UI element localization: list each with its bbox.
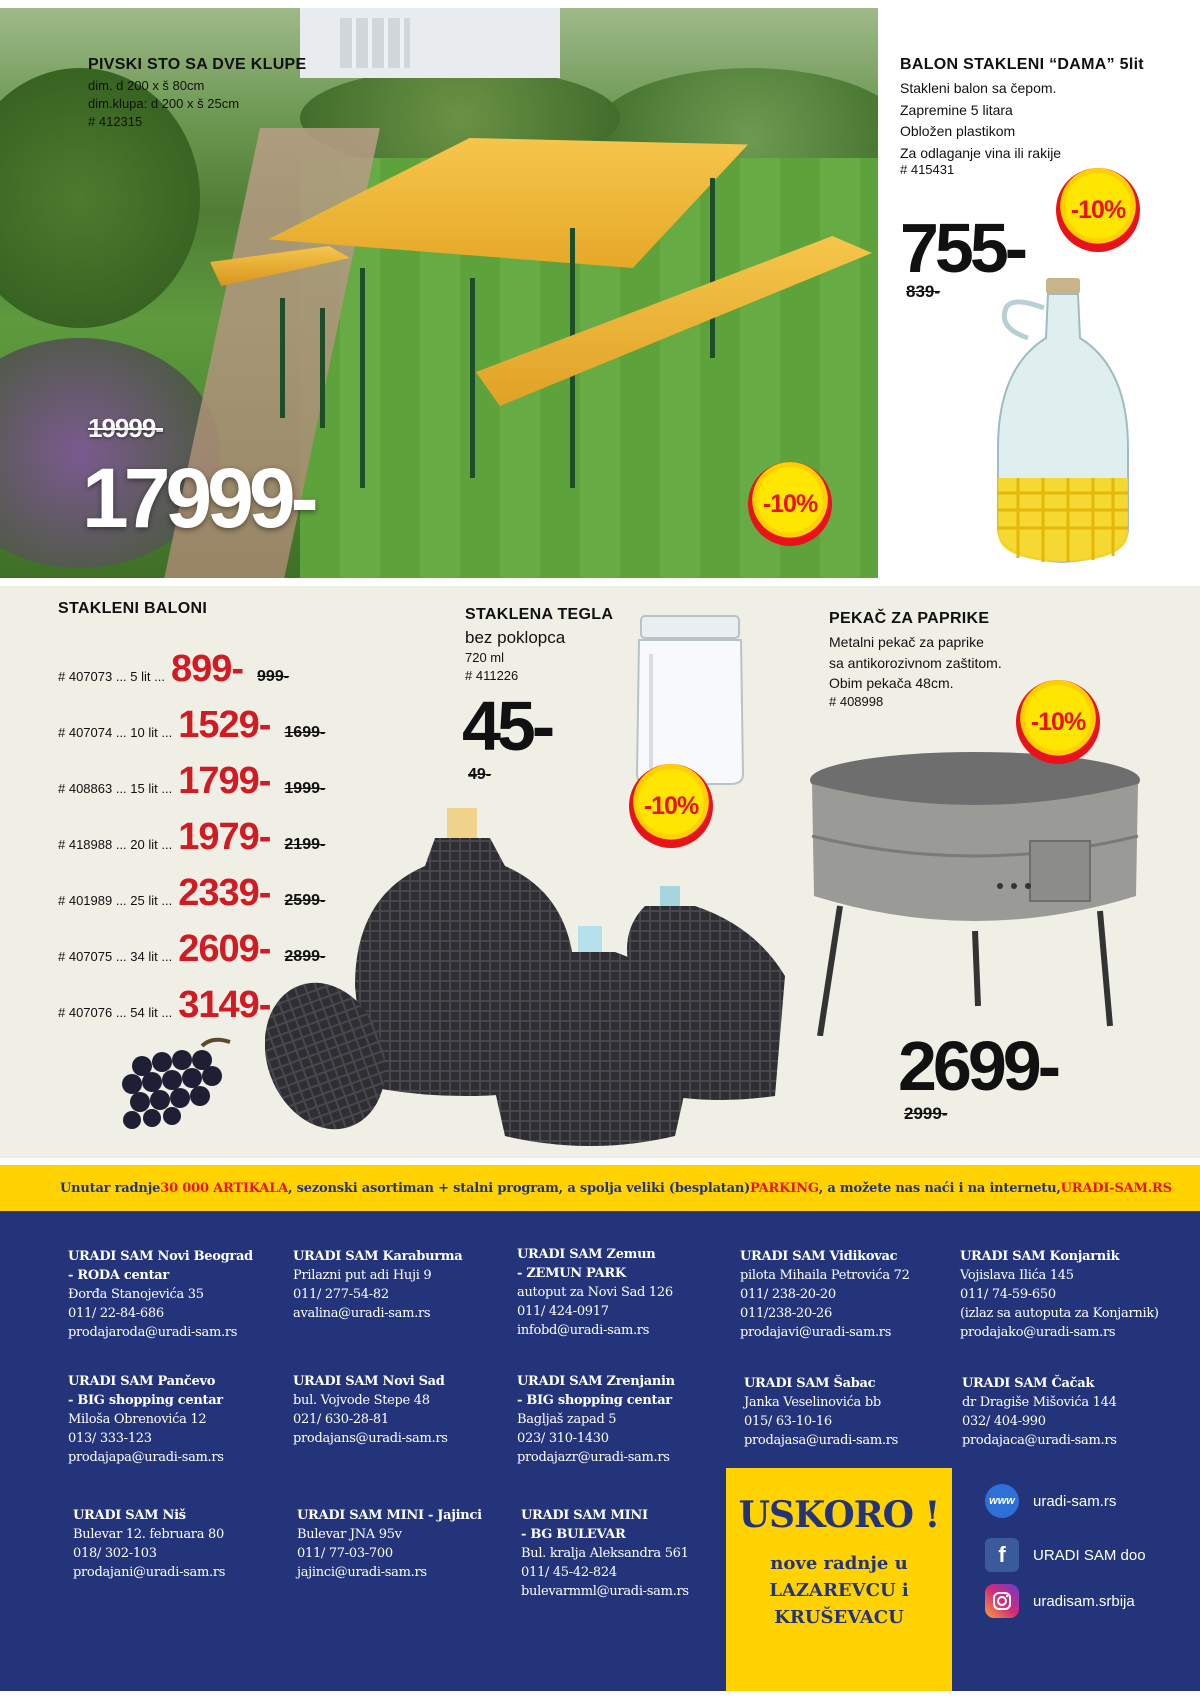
- balloon-price: 2339-: [178, 872, 271, 914]
- glass-jar-image: [633, 614, 747, 786]
- store-name-sub: - ZEMUN PARK: [517, 1266, 626, 1281]
- balloon-old-price: 1699-: [284, 724, 326, 741]
- balloon-code: # 407073 ... 5 lit ...: [58, 669, 165, 684]
- store-name: URADI SAM Niš: [73, 1508, 186, 1523]
- balloon-code: # 401989 ... 25 lit ...: [58, 893, 173, 908]
- store-name: URADI SAM Zemun: [517, 1247, 656, 1262]
- balloon-price-row: [58, 648, 289, 688]
- info-strip: [0, 1165, 1200, 1211]
- store-detail-line: 023/ 310-1430: [517, 1431, 609, 1446]
- facebook-label: URADI SAM doo: [1033, 1546, 1146, 1564]
- store-detail-line: 013/ 333-123: [68, 1431, 152, 1446]
- facebook-icon: f: [985, 1538, 1019, 1572]
- instagram-link[interactable]: [985, 1584, 1135, 1618]
- store-name: URADI SAM Vidikovac: [740, 1249, 898, 1264]
- balloon-price: 1799-: [178, 760, 271, 802]
- balloon-code: # 407075 ... 34 lit ...: [58, 949, 173, 964]
- balloon-code: # 408863 ... 15 lit ...: [58, 781, 173, 796]
- instagram-label: uradisam.srbija: [1033, 1592, 1135, 1610]
- store-detail-line: Vojislava Ilića 145: [960, 1268, 1074, 1283]
- balloon-price: 3149-: [178, 984, 271, 1026]
- globe-icon: www: [985, 1484, 1019, 1518]
- glass-bottle-panel: [878, 8, 1200, 578]
- coming-soon-title: USKORO !: [738, 1494, 940, 1536]
- store-name: URADI SAM MINI - Jajinci: [297, 1508, 482, 1523]
- hero-product-code: # 412315: [88, 114, 143, 129]
- coming-soon-box: [726, 1468, 952, 1691]
- balloon-code: # 407074 ... 10 lit ...: [58, 725, 173, 740]
- bottle-desc-line: Zapremine 5 litara: [900, 101, 1013, 118]
- store-detail-line: Miloša Obrenovića 12: [68, 1412, 207, 1427]
- store-detail-line: 011/ 424-0917: [517, 1304, 609, 1319]
- store-entry: [68, 1247, 253, 1342]
- store-name: URADI SAM Čačak: [962, 1376, 1095, 1391]
- store-entry: [517, 1245, 673, 1340]
- store-entry: [293, 1372, 448, 1448]
- balloon-price-row: [58, 704, 325, 744]
- roaster-description: [829, 632, 1002, 694]
- store-name-sub: - BG BULEVAR: [521, 1527, 626, 1542]
- website-link[interactable]: [985, 1484, 1116, 1518]
- glass-bottle-image: [988, 278, 1138, 568]
- jar-title: STAKLENA TEGLA: [465, 606, 614, 623]
- strip-text: , sezonski asortiman + stalni program, a spolja veliki (besplatan): [288, 1180, 751, 1196]
- store-email-link[interactable]: jajinci@uradi-sam.rs: [297, 1565, 427, 1580]
- bottle-price: 755-: [900, 209, 1025, 287]
- jar-subtitle: bez poklopca: [465, 628, 566, 647]
- bottle-desc-line: Za odlaganje vina ili rakije: [900, 144, 1062, 161]
- balloon-old-price: 2199-: [284, 836, 326, 853]
- discount-badge: -10%: [1016, 680, 1100, 764]
- store-detail-line: (izlaz sa autoputa za Konjarnik): [960, 1306, 1159, 1321]
- store-name: URADI SAM Karaburma: [293, 1249, 463, 1264]
- roaster-desc-line: Metalni pekač za paprike: [829, 634, 984, 650]
- store-email-link[interactable]: prodajapa@uradi-sam.rs: [68, 1450, 224, 1465]
- store-name: URADI SAM MINI: [521, 1508, 648, 1523]
- store-detail-line: dr Dragiše Mišovića 144: [962, 1395, 1117, 1410]
- store-email-link[interactable]: prodajani@uradi-sam.rs: [73, 1565, 226, 1580]
- store-name: URADI SAM Novi Beograd: [68, 1249, 253, 1264]
- store-detail-line: 011/238-20-26: [740, 1306, 832, 1321]
- bottle-title: BALON STAKLENI “DAMA” 5lit: [900, 56, 1144, 73]
- coming-soon-line: nove radnje u: [770, 1553, 908, 1574]
- store-entry: [517, 1372, 675, 1467]
- store-detail-line: 015/ 63-10-16: [744, 1414, 832, 1429]
- store-detail-line: Janka Veselinovića bb: [744, 1395, 881, 1410]
- balloon-price: 2609-: [178, 928, 271, 970]
- store-email-link[interactable]: infobd@uradi-sam.rs: [517, 1323, 650, 1338]
- store-detail-line: autoput za Novi Sad 126: [517, 1285, 673, 1300]
- hero-product-specs: [88, 77, 239, 131]
- store-detail-line: bul. Vojvode Stepe 48: [293, 1393, 430, 1408]
- bottle-desc-line: Obložen plastikom: [900, 123, 1016, 139]
- balloon-price-row: [58, 760, 325, 800]
- store-detail-line: Đorđa Stanojevića 35: [68, 1287, 204, 1302]
- hero-spec-line: dim.klupa: d 200 x š 25cm: [88, 96, 240, 111]
- discount-badge: -10%: [629, 764, 713, 848]
- store-email-link[interactable]: prodajasa@uradi-sam.rs: [744, 1433, 899, 1448]
- store-name: URADI SAM Pančevo: [68, 1374, 216, 1389]
- balloon-price: 1529-: [178, 704, 271, 746]
- store-name-sub: - BIG shopping centar: [517, 1393, 672, 1408]
- store-name: URADI SAM Konjarnik: [960, 1249, 1120, 1264]
- store-detail-line: 011/ 45-42-824: [521, 1565, 617, 1580]
- store-entry: [73, 1506, 225, 1582]
- discount-badge: -10%: [748, 462, 832, 546]
- jar-volume: 720 ml: [465, 650, 505, 665]
- balloon-old-price: 2899-: [284, 948, 326, 965]
- store-name-sub: - BIG shopping centar: [68, 1393, 223, 1408]
- store-name: URADI SAM Novi Sad: [293, 1374, 445, 1389]
- pepper-roaster-image: [800, 746, 1150, 1036]
- strip-website-link[interactable]: URADI-SAM.RS: [1060, 1180, 1172, 1196]
- instagram-icon: [985, 1584, 1019, 1618]
- store-entry: [960, 1247, 1159, 1342]
- store-email-link[interactable]: prodajaca@uradi-sam.rs: [962, 1433, 1117, 1448]
- bottle-code: # 415431: [900, 162, 955, 177]
- store-detail-line: 011/ 238-20-20: [740, 1287, 836, 1302]
- demijohns-image: [265, 806, 825, 1156]
- strip-highlight: PARKING: [750, 1180, 819, 1196]
- roaster-old-price: 2999-: [904, 1104, 948, 1123]
- store-email-link[interactable]: bulevarmml@uradi-sam.rs: [521, 1584, 689, 1599]
- roaster-price: 2699-: [898, 1027, 1058, 1105]
- coming-soon-text: [726, 1550, 952, 1631]
- store-detail-line: 011/ 74-59-650: [960, 1287, 1056, 1302]
- store-detail-line: Prilazni put adi Huji 9: [293, 1268, 432, 1283]
- strip-highlight: 30 000 ARTIKALA: [160, 1180, 289, 1196]
- store-detail-line: 018/ 302-103: [73, 1546, 157, 1561]
- store-entry: [297, 1506, 482, 1582]
- bottle-desc-line: Stakleni balon sa čepom.: [900, 80, 1057, 96]
- roaster-title: PEKAČ ZA PAPRIKE: [829, 610, 990, 627]
- store-email-link[interactable]: prodajavi@uradi-sam.rs: [740, 1325, 892, 1340]
- store-detail-line: 021/ 630-28-81: [293, 1412, 389, 1427]
- roaster-desc-line: sa antikorozivnom zaštitom.: [829, 654, 1002, 671]
- store-entry: [744, 1374, 898, 1450]
- store-name: URADI SAM Šabac: [744, 1376, 876, 1391]
- store-entry: [962, 1374, 1117, 1450]
- store-detail-line: 011/ 22-84-686: [68, 1306, 164, 1321]
- jar-code: # 411226: [465, 668, 519, 683]
- bottle-description: [900, 78, 1061, 164]
- store-entry: [521, 1506, 689, 1601]
- website-label: uradi-sam.rs: [1033, 1492, 1117, 1510]
- bottle-old-price: 839-: [906, 282, 941, 301]
- balloon-old-price: 1999-: [284, 780, 326, 797]
- roaster-desc-line: Obim pekača 48cm.: [829, 675, 954, 691]
- store-entry: [293, 1247, 462, 1323]
- store-detail-line: Bulevar 12. februara 80: [73, 1527, 224, 1542]
- store-email-link[interactable]: prodajaroda@uradi-sam.rs: [68, 1325, 238, 1340]
- balloon-code: # 407076 ... 54 lit ...: [58, 1005, 173, 1020]
- coming-soon-line: LAZAREVCU i: [769, 1580, 909, 1601]
- hero-spec-line: dim. d 200 x š 80cm: [88, 78, 205, 93]
- hero-product-title: PIVSKI STO SA DVE KLUPE: [88, 56, 307, 73]
- grapes-image: [112, 1036, 242, 1136]
- store-name: URADI SAM Zrenjanin: [517, 1374, 675, 1389]
- store-email-link[interactable]: prodajazr@uradi-sam.rs: [517, 1450, 670, 1465]
- balloon-code: # 418988 ... 20 lit ...: [58, 837, 173, 852]
- hero-price: 17999-: [82, 451, 314, 545]
- coming-soon-line: KRUŠEVACU: [774, 1607, 904, 1628]
- store-detail-line: pilota Mihaila Petrovića 72: [740, 1268, 910, 1283]
- strip-text: , a možete nas naći i na internetu,: [818, 1180, 1061, 1196]
- store-name-sub: - RODA centar: [68, 1268, 169, 1283]
- jar-old-price: 49-: [468, 766, 492, 783]
- store-detail-line: Bagljaš zapad 5: [517, 1412, 617, 1427]
- balloons-title: STAKLENI BALONI: [58, 600, 208, 617]
- balloon-old-price: 999-: [257, 668, 290, 685]
- roaster-code: # 408998: [829, 694, 884, 709]
- store-detail-line: 011/ 277-54-82: [293, 1287, 389, 1302]
- store-detail-line: Bulevar JNA 95v: [297, 1527, 402, 1542]
- jar-price: 45-: [462, 687, 552, 765]
- balloon-price: 899-: [170, 648, 244, 690]
- store-email-link[interactable]: prodajans@uradi-sam.rs: [293, 1431, 448, 1446]
- store-detail-line: 032/ 404-990: [962, 1414, 1046, 1429]
- store-detail-line: 011/ 77-03-700: [297, 1546, 393, 1561]
- store-email-link[interactable]: avalina@uradi-sam.rs: [293, 1306, 431, 1321]
- balloon-price: 1979-: [178, 816, 271, 858]
- facebook-link[interactable]: [985, 1538, 1146, 1572]
- store-email-link[interactable]: prodajako@uradi-sam.rs: [960, 1325, 1116, 1340]
- strip-text: Unutar radnje: [60, 1180, 161, 1196]
- middle-products-section: [0, 586, 1200, 1158]
- store-detail-line: Bul. kralja Aleksandra 561: [521, 1546, 689, 1561]
- hero-old-price: 19999-: [88, 413, 163, 443]
- balloon-old-price: 2599-: [284, 892, 326, 909]
- store-entry: [740, 1247, 910, 1342]
- discount-badge: -10%: [1056, 168, 1140, 252]
- store-entry: [68, 1372, 224, 1467]
